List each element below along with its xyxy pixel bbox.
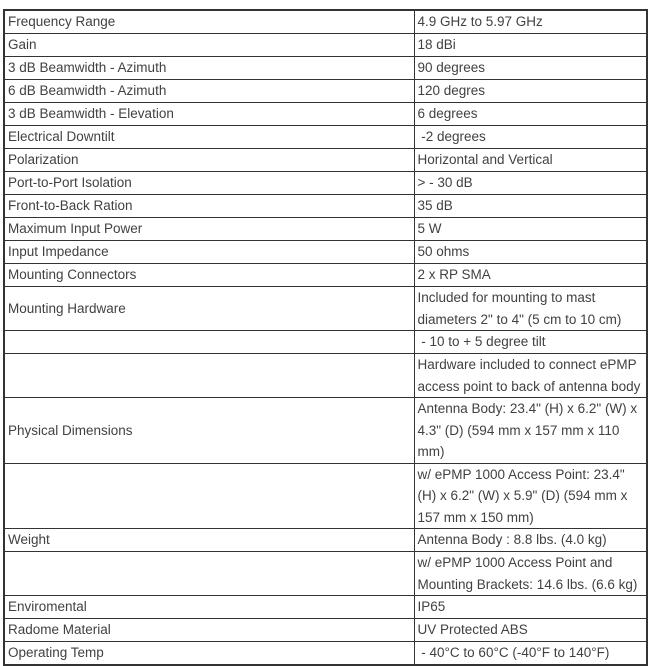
table-row	[4, 287, 647, 331]
table-row	[4, 642, 647, 666]
spec-label-cell: Mounting Connectors	[4, 264, 414, 287]
spec-label-cell: Radome Material	[4, 619, 414, 642]
spec-value-cell: Antenna Body: 23.4" (H) x 6.2" (W) x 4.3" (D) (594 mm x 157 mm x 110 mm)	[414, 398, 647, 464]
spec-value-cell: Hardware included to connect ePMP access point to back of antenna body	[414, 354, 647, 398]
spec-value-cell: 35 dB	[414, 195, 647, 218]
spec-label-cell: Polarization	[4, 149, 414, 172]
spec-label-cell: Weight	[4, 529, 414, 552]
table-row	[4, 398, 647, 464]
spec-value-cell: w/ ePMP 1000 Access Point and Mounting Brackets: 14.6 lbs. (6.6 kg)	[414, 552, 647, 596]
spec-label-cell: Operating Temp	[4, 642, 414, 666]
spec-label-cell: Port-to-Port Isolation	[4, 172, 414, 195]
spec-label-cell: Enviromental	[4, 596, 414, 619]
spec-value-cell: -2 degrees	[414, 126, 647, 149]
table-row	[4, 463, 647, 529]
table-row	[4, 596, 647, 619]
spec-label-cell: Physical Dimensions	[4, 398, 414, 464]
spec-value-cell: Included for mounting to mast diameters 2" to 4" (5 cm to 10 cm)	[414, 287, 647, 331]
spec-label-cell	[4, 552, 414, 596]
spec-value-cell: 120 degres	[414, 80, 647, 103]
table-row	[4, 34, 647, 57]
spec-label-cell: 6 dB Beamwidth - Azimuth	[4, 80, 414, 103]
table-row	[4, 195, 647, 218]
spec-table-body	[4, 10, 647, 665]
spec-label-cell: Frequency Range	[4, 10, 414, 34]
spec-label-cell	[4, 331, 414, 354]
spec-label-cell: Electrical Downtilt	[4, 126, 414, 149]
spec-value-cell: IP65	[414, 596, 647, 619]
spec-value-cell: Horizontal and Vertical	[414, 149, 647, 172]
table-row	[4, 103, 647, 126]
spec-label-cell	[4, 463, 414, 529]
spec-value-cell: 18 dBi	[414, 34, 647, 57]
table-row	[4, 218, 647, 241]
spec-label-cell	[4, 354, 414, 398]
spec-value-cell: w/ ePMP 1000 Access Point: 23.4" (H) x 6.2" (W) x 5.9" (D) (594 mm x 157 mm x 150 mm)	[414, 463, 647, 529]
spec-value-cell: Antenna Body : 8.8 lbs. (4.0 kg)	[414, 529, 647, 552]
table-row	[4, 126, 647, 149]
table-row	[4, 529, 647, 552]
table-row	[4, 57, 647, 80]
spec-label-cell: 3 dB Beamwidth - Azimuth	[4, 57, 414, 80]
spec-value-cell: 2 x RP SMA	[414, 264, 647, 287]
spec-value-cell: - 10 to + 5 degree tilt	[414, 331, 647, 354]
table-row	[4, 331, 647, 354]
spec-value-cell: UV Protected ABS	[414, 619, 647, 642]
spec-value-cell: 90 degrees	[414, 57, 647, 80]
spec-label-cell: Gain	[4, 34, 414, 57]
table-row	[4, 241, 647, 264]
spec-value-cell: - 40°C to 60°C (-40°F to 140°F)	[414, 642, 647, 666]
spec-value-cell: 6 degrees	[414, 103, 647, 126]
table-row	[4, 10, 647, 34]
spec-label-cell: Input Impedance	[4, 241, 414, 264]
table-row	[4, 552, 647, 596]
table-row	[4, 619, 647, 642]
spec-label-cell: Mounting Hardware	[4, 287, 414, 331]
table-row	[4, 80, 647, 103]
table-row	[4, 149, 647, 172]
spec-value-cell: 50 ohms	[414, 241, 647, 264]
table-row	[4, 172, 647, 195]
spec-label-cell: 3 dB Beamwidth - Elevation	[4, 103, 414, 126]
spec-label-cell: Maximum Input Power	[4, 218, 414, 241]
table-row	[4, 354, 647, 398]
spec-table	[3, 9, 648, 666]
spec-value-cell: 4.9 GHz to 5.97 GHz	[414, 10, 647, 34]
spec-label-cell: Front-to-Back Ration	[4, 195, 414, 218]
spec-value-cell: 5 W	[414, 218, 647, 241]
spec-value-cell: > - 30 dB	[414, 172, 647, 195]
table-row	[4, 264, 647, 287]
